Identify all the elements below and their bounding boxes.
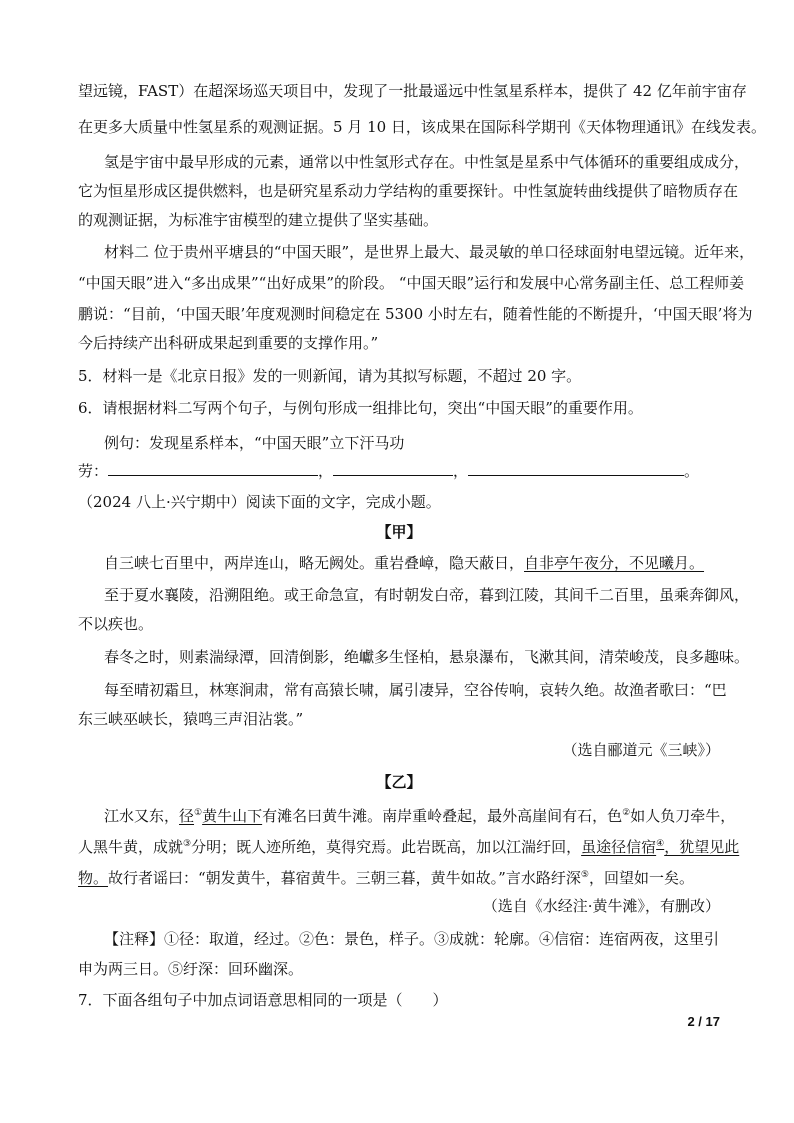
text-line: 的观测证据，为标准宇宙模型的建立提供了坚实基础。 [78,211,439,229]
text-line: 每至晴初霜旦，林寒涧肃，常有高猿长啸，属引凄异，空谷传响，哀转久绝。故渔者歌曰：“巴 [104,681,727,699]
answer-prefix: 劳： [78,462,109,480]
text-line: 今后持续产出科研成果起到重要的支撑作用。” [78,334,379,352]
page-number: 2 / 17 [687,1014,720,1029]
text-line: 在更多大质量中性氢星系的观测证据。5 月 10 日，该成果在国际科学期刊《天体物理通讯》在线发表。 [78,118,766,136]
answer-line: 劳： ， ， 。 [78,462,700,480]
underlined-phrase: 黄牛山下 [202,807,263,825]
text-line: 它为恒星形成区提供燃料，也是研究星系动力学结构的重要探针。中性氢旋转曲线提供了暗物质存在 [78,182,739,200]
text-line: 至于夏水襄陵，沿溯阻绝。或王命急宣，有时朝发白帝，暮到江陵，其间千二百里，虽乘奔御风， [104,586,750,604]
text-line: 【注释】①径：取道，经过。②色：景色，样子。③成就：轮廓。④信宿：连宿两夜，这里引 [104,930,720,948]
text-line: 江水又东，径①黄牛山下有滩名曰黄牛滩。南岸重岭叠起，最外高崖间有石，色②如人负刀牵牛， [104,807,736,825]
text-line: 自三峡七百里中，两岸连山，略无阙处。重岩叠嶂，隐天蔽日，自非亭午夜分，不见曦月。 [104,554,705,572]
passage-source: （选自郦道元《三峡》） [562,741,720,759]
answer-blank-3[interactable] [468,461,684,476]
text-line: 东三峡巫峡长，猿鸣三声泪沾裳。” [78,710,304,728]
source-intro: （2024 八上·兴宁期中）阅读下面的文字，完成小题。 [78,493,441,511]
underlined-phrase: 虽途径信宿 [581,838,657,856]
passage-title: 【甲】 [376,523,422,541]
text-line: 物。故行者谣曰：“朝发黄牛，暮宿黄牛。三朝三暮，黄牛如故。”言水路纡深⑤，回望如一矣。 [78,869,694,887]
question-7: 7．下面各组句子中加点词语意思相同的一项是（ ） [78,991,448,1009]
answer-blank-1[interactable] [108,461,318,476]
example-line: 例句：发现星系样本，“中国天眼”立下汗马功 [104,434,405,452]
text-line: “中国天眼”进入“多出成果”“出好成果”的阶段。 “中国天眼”运行和发展中心常务副主任、总工程师姜 [78,274,745,292]
text-line: 氢是宇宙中最早形成的元素，通常以中性氢形式存在。中性氢是星系中气体循环的重要组成成分， [104,153,750,171]
passage-source: （选自《水经注·黄牛滩》，有删改） [482,897,720,915]
text-line: 材料二 位于贵州平塘县的“中国天眼”，是世界上最大、最灵敏的单口径球面射电望远镜。近年来， [104,243,755,261]
text-line: 鹏说：“目前，‘中国天眼’年度观测时间稳定在 5300 小时左右，随着性能的不断提升，‘中国天眼’将为 [78,305,753,323]
text-line: 春冬之时，则素湍绿潭，回清倒影，绝巘多生怪柏，悬泉瀑布，飞漱其间，清荣峻茂，良多趣味。 [104,648,750,666]
passage-title: 【乙】 [376,773,422,791]
answer-blank-2[interactable] [333,461,453,476]
underlined-phrase: 自非亭午夜分，不见曦月。 [524,554,705,572]
question-5: 5．材料一是《北京日报》发的一则新闻，请为其拟写标题，不超过 20 字。 [78,367,582,385]
text-line: 申为两三日。⑤纡深：回环幽深。 [78,960,304,978]
text-line: 人黑牛黄，成就③分明；既人迹所绝，莫得究焉。此岩既高，加以江湍纡回，虽途径信宿④，犹望见此 [78,838,740,856]
question-6: 6．请根据材料二写两个句子，与例句形成一组排比句，突出“中国天眼”的重要作用。 [78,399,643,417]
text-line: 不以疾也。 [78,615,154,633]
text-line: 望远镜，FAST）在超深场巡天项目中，发现了一批最遥远中性氢星系样本，提供了 42 亿年前宇宙存 [78,82,747,100]
